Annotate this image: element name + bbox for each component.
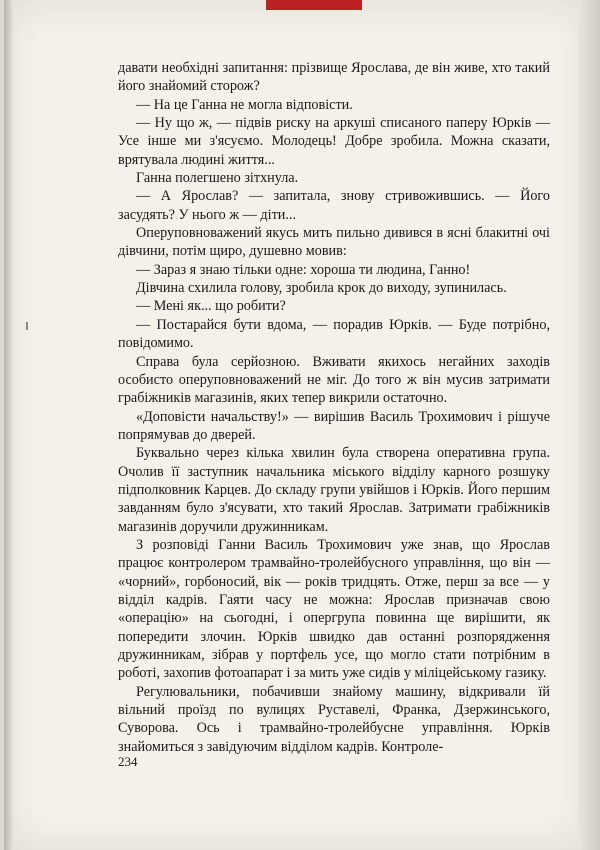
page-spine-shadow [4, 0, 14, 850]
paragraph-3: — Ну що ж, — підвів риску на аркуші списаного паперу Юрків — Усе інше ми з'ясуємо. Молодець! Добре зробила. Можна сказати, врятувала людині життя... [118, 115, 550, 168]
paragraph-7: — Зараз я знаю тільки одне: хороша ти людина, Ганно! [136, 261, 471, 278]
margin-mark [26, 322, 28, 330]
top-bookmark-tab [266, 0, 362, 10]
paragraph-14: З розповіді Ганни Василь Трохимович уже знав, що Ярослав працює контролером трамвайно-тролейбусного управління, що він — «чорний», горбоносий, вік — років тридцять. Отже, перш за все — у відділ кадрів. Гаяти часу не можна: Ярослав призначав свою «операцію» на сьогодні, і опергрупа повинна ще вирішити, як попередити злочин. Юрків швидко дав останні розпорядження дружинникам, зібрав у портфель усе, що могло стати потрібним в роботі, захопив фотоапарат і за мить уже сидів у міліцейському газику. [118, 536, 550, 682]
page-number: 234 [118, 754, 138, 769]
paragraph-9: — Мені як... що робити? [136, 298, 286, 315]
paragraph-4: Ганна полегшено зітхнула. [136, 170, 299, 187]
paragraph-11: Справа була серйозною. Вживати якихось негайних заходів особисто оперуповноважений не міг. До того ж він мусив затримати грабіжників магазинів, яких тепер викрили остаточно. [118, 353, 550, 407]
paragraph-15: Регулювальники, побачивши знайому машину, відкривали їй вільний проїзд по вулицях Руставелі, Франка, Дзержинського, Суворова. Ось і трамвайно-тролейбусне управління. Юрків знайомиться з завідуючим відділом кадрів. Контроле- [118, 683, 550, 755]
paragraph-5: — А Ярослав? — запитала, знову стривожившись. — Його засудять? У нього ж — діти... [118, 188, 550, 223]
paragraph-8: Дівчина схилила голову, зробила крок до виходу, зупинилась. [136, 280, 507, 297]
paragraph-12: «Доповісти начальству!» — вирішив Василь Трохимович і рішуче попрямував до дверей. [118, 408, 550, 443]
paragraph-13: Буквально через кілька хвилин була створена оперативна група. Очолив її заступник начальника міського відділу карного розшуку підполковник Карцев. До складу групи увійшов і Юрків. Його першим завданням було з'ясувати, хто такий Ярослав. Затримати грабіжників магазинів доручили дружинникам. [118, 445, 550, 535]
paragraph-10: — Постарайся бути вдома, — порадив Юрків. — Буде потрібно, повідомимо. [118, 316, 550, 352]
paragraph-1: давати необхідні запитання: прізвище Ярослава, де він живе, хто такий його знайомий сторож? [118, 60, 550, 95]
body-text [118, 59, 550, 756]
paragraph-2: — На це Ганна не могла відповісти. [136, 96, 353, 113]
book-page [4, 0, 590, 850]
right-page-edge [578, 0, 600, 850]
paragraph-6: Оперуповноважений якусь мить пильно дивився в ясні блакитні очі дівчини, потім щиро, душевно мовив: [118, 225, 550, 260]
